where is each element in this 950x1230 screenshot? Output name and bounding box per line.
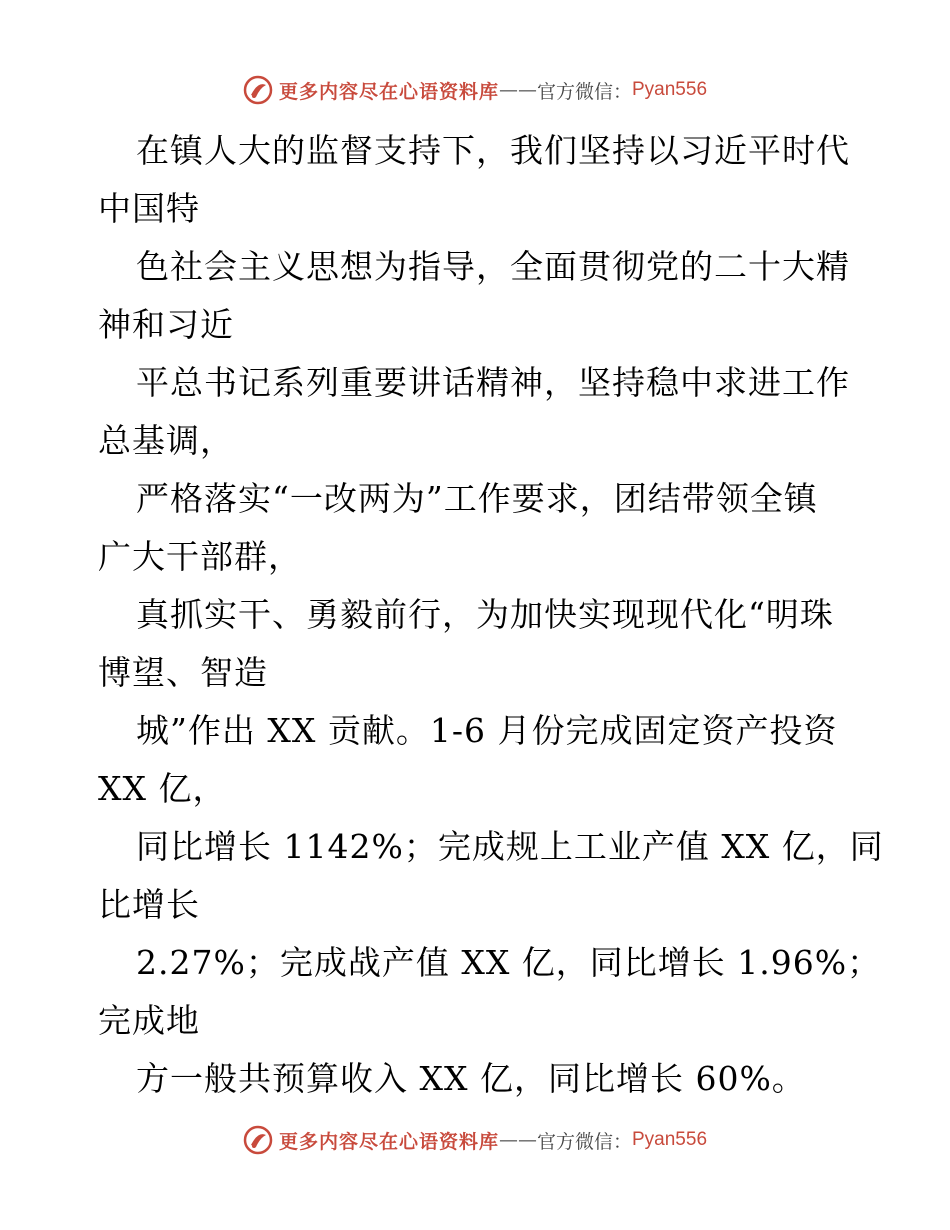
text-line: 博望、智造	[98, 653, 268, 692]
watermark-separator: ——	[498, 79, 537, 101]
watermark-wechat-id: Pyan556	[632, 79, 708, 100]
text-line: 严格落实“一改两为”工作要求，团结带领全镇	[136, 479, 818, 518]
logo-icon	[243, 1125, 273, 1155]
footer-watermark	[0, 1120, 950, 1160]
watermark-separator: ——	[498, 1129, 537, 1151]
text-line: 2.27%；完成战产值 XX 亿，同比增长 1.96%；	[136, 943, 882, 982]
document-body	[98, 122, 884, 1108]
text-line: 中国特	[98, 189, 200, 228]
watermark-wechat-id: Pyan556	[632, 1129, 708, 1150]
text-line: 在镇人大的监督支持下，我们坚持以习近平时代	[136, 131, 850, 170]
text-line: XX 亿，	[98, 769, 227, 808]
text-line: 总基调，	[98, 421, 234, 460]
watermark-wechat-label: 官方微信：	[536, 80, 632, 103]
watermark-wechat-label: 官方微信：	[536, 1130, 632, 1153]
header-watermark	[0, 70, 950, 110]
watermark-brand: 更多内容尽在心语资料库	[278, 1130, 499, 1153]
text-line: 真抓实干、勇毅前行，为加快实现现代化“明珠	[136, 595, 834, 634]
text-line: 完成地	[98, 1001, 200, 1040]
watermark-brand: 更多内容尽在心语资料库	[278, 80, 499, 103]
text-line: 同比增长 1142%；完成规上工业产值 XX 亿，同	[136, 827, 884, 866]
logo-icon	[243, 75, 273, 105]
text-line: 城”作出 XX 贡献。1-6 月份完成固定资产投资	[136, 711, 838, 750]
text-line: 比增长	[98, 885, 200, 924]
text-line: 广大干部群，	[98, 537, 302, 576]
text-line: 色社会主义思想为指导，全面贯彻党的二十大精	[136, 247, 850, 286]
text-line: 平总书记系列重要讲话精神，坚持稳中求进工作	[136, 363, 850, 402]
text-line: 神和习近	[98, 305, 234, 344]
text-line: 方一般共预算收入 XX 亿，同比增长 60%。	[136, 1059, 806, 1098]
